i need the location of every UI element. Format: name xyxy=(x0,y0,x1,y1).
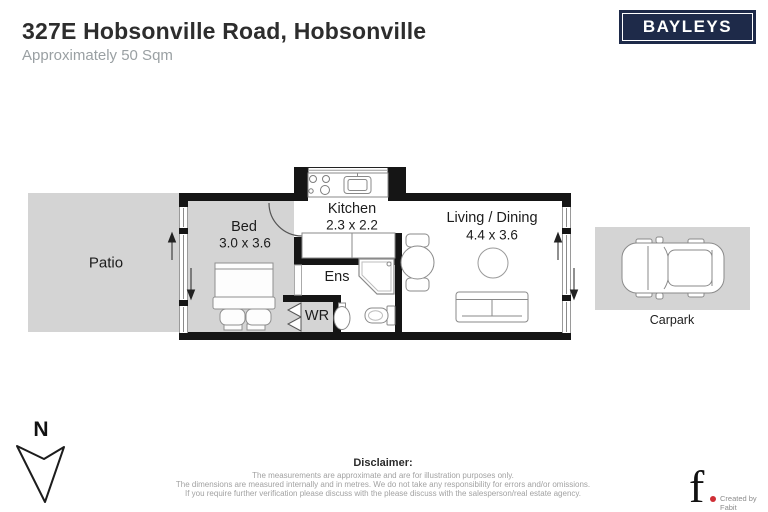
fabit-logo-dot xyxy=(710,496,716,502)
wr-label: WR xyxy=(304,308,330,324)
sink-icon xyxy=(344,173,371,194)
wall-kitchen-post-right xyxy=(388,167,406,201)
right-wall-glass xyxy=(562,207,571,228)
right-wall-mullion xyxy=(562,193,571,207)
right-wall-mullion xyxy=(562,333,571,340)
left-wall-glass xyxy=(179,207,188,228)
right-wall-glass xyxy=(562,234,571,295)
cavity-door-icon xyxy=(295,265,302,295)
north-arrow-icon xyxy=(17,446,64,502)
bed-dims: 3.0 x 3.6 xyxy=(219,235,271,251)
bed-label: Bed xyxy=(231,219,257,235)
wall-top-right xyxy=(395,193,571,201)
kitchen-window-icon xyxy=(308,168,388,174)
wall-kitchen-post-left xyxy=(294,167,308,201)
wall-top-left xyxy=(179,193,308,201)
patio-label: Patio xyxy=(88,254,124,272)
toilet-icon xyxy=(365,306,395,325)
left-wall-mullion xyxy=(179,333,188,340)
wall-wr-right xyxy=(333,295,341,332)
dining-table-icon xyxy=(401,234,434,291)
kitchen-dims: 2.3 x 2.2 xyxy=(326,217,378,233)
disclaimer-line: The measurements are approximate and are for illustration purposes only. xyxy=(252,471,514,480)
living-dining-dims: 4.4 x 3.6 xyxy=(466,227,518,243)
living-dining-label: Living / Dining xyxy=(446,210,538,226)
disclaimer-title: Disclaimer: xyxy=(353,457,413,469)
disclaimer-line: If you require further verification please discuss with the please discuss with the salesperson/real estate agency. xyxy=(184,489,582,499)
right-wall-glass xyxy=(562,301,571,333)
fabit-credit-text: Created by Fabit xyxy=(720,494,757,512)
kitchen-counter-icon xyxy=(308,173,388,197)
fabit-logo: f xyxy=(689,461,705,512)
kitchen-label: Kitchen xyxy=(327,201,377,217)
page-title: 327E Hobsonville Road, Hobsonville xyxy=(22,18,427,44)
wall-ens-living xyxy=(395,233,402,332)
sofa-icon xyxy=(456,292,528,322)
left-wall-glass xyxy=(179,306,188,333)
disclaimer-block xyxy=(160,457,606,499)
kitchen-bench-icon xyxy=(302,233,395,258)
bayleys-logo xyxy=(619,10,756,44)
wall-bottom xyxy=(179,332,571,340)
carpark-pad xyxy=(595,227,750,310)
carpark-label: Carpark xyxy=(649,313,695,327)
ens-label: Ens xyxy=(324,269,350,285)
page-subtitle: Approximately 50 Sqm xyxy=(22,47,173,64)
bayleys-logo-text: BAYLEYS xyxy=(642,17,733,36)
left-wall-mullion xyxy=(179,193,188,207)
cooktop-icon xyxy=(309,176,330,195)
rug-icon xyxy=(478,248,508,278)
bayleys-logo-frame xyxy=(622,13,753,41)
disclaimer-line: The dimensions are measured internally and in metres. We do not take any responsibility for errors and/or omissions. xyxy=(175,480,591,490)
left-wall-glass xyxy=(179,234,188,300)
north-label: N xyxy=(33,418,49,441)
wall-kitchen-ens xyxy=(294,258,402,265)
